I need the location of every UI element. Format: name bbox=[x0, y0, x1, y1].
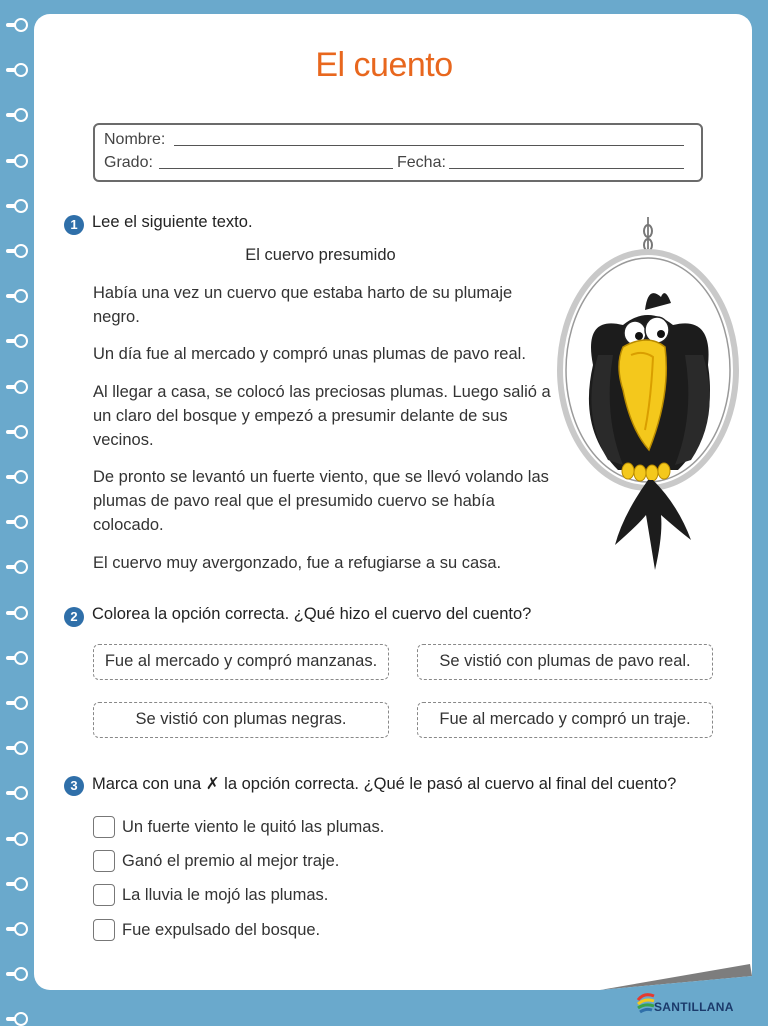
page-curl bbox=[600, 960, 760, 1000]
publisher-logo-icon bbox=[636, 992, 656, 1014]
binding-ring bbox=[6, 606, 28, 620]
crow-illustration bbox=[553, 215, 743, 575]
answer-option[interactable]: Se vistió con plumas de pavo real. bbox=[417, 644, 713, 680]
binding-ring bbox=[6, 470, 28, 484]
story-paragraph: De pronto se levantó un fuerte viento, que se llevó volando las plumas de pavo real que el presumido cuervo se había colocado. bbox=[93, 468, 549, 534]
date-label: Fecha: bbox=[397, 154, 446, 171]
question-3-instruction: Marca con una ✗ la opción correcta. ¿Qué le pasó al cuervo al final del cuento? bbox=[92, 775, 677, 793]
name-field[interactable] bbox=[174, 145, 684, 146]
checkbox[interactable] bbox=[93, 884, 115, 906]
question-1-instruction: Lee el siguiente texto. bbox=[92, 213, 253, 231]
page-title: El cuento bbox=[315, 46, 453, 84]
story-paragraph: El cuervo muy avergonzado, fue a refugiarse a su casa. bbox=[93, 554, 502, 572]
checkbox[interactable] bbox=[93, 919, 115, 941]
name-label: Nombre: bbox=[104, 131, 166, 148]
grade-label: Grado: bbox=[104, 154, 153, 171]
binding-ring bbox=[6, 560, 28, 574]
grade-field[interactable] bbox=[159, 168, 393, 169]
binding-ring bbox=[6, 154, 28, 168]
checkbox-label: Ganó el premio al mejor traje. bbox=[122, 852, 340, 870]
binding-ring bbox=[6, 741, 28, 755]
binding-ring bbox=[6, 289, 28, 303]
student-info-box bbox=[93, 123, 703, 182]
question-2-instruction: Colorea la opción correcta. ¿Qué hizo el cuervo del cuento? bbox=[92, 605, 532, 623]
checkbox-label: Fue expulsado del bosque. bbox=[122, 921, 321, 939]
binding-ring bbox=[6, 922, 28, 936]
answer-option[interactable]: Fue al mercado y compró un traje. bbox=[417, 702, 713, 738]
question-2-number: 2 bbox=[64, 607, 84, 627]
binding-ring bbox=[6, 244, 28, 258]
binding-ring bbox=[6, 380, 28, 394]
answer-option[interactable]: Se vistió con plumas negras. bbox=[93, 702, 389, 738]
binding-ring bbox=[6, 651, 28, 665]
checkbox-label: Un fuerte viento le quitó las plumas. bbox=[122, 818, 385, 836]
x-mark-icon: ✗ bbox=[205, 775, 220, 793]
binding-ring bbox=[6, 334, 28, 348]
binding-ring bbox=[6, 696, 28, 710]
binding-ring bbox=[6, 108, 28, 122]
answer-option[interactable]: Fue al mercado y compró manzanas. bbox=[93, 644, 389, 680]
date-field[interactable] bbox=[449, 168, 684, 169]
question-1-number: 1 bbox=[64, 215, 84, 235]
story-paragraph: Al llegar a casa, se colocó las preciosas plumas. Luego salió a un claro del bosque y empezó a presumir delante de sus vecinos. bbox=[93, 383, 551, 449]
binding-ring bbox=[6, 832, 28, 846]
binding-ring bbox=[6, 425, 28, 439]
binding-ring bbox=[6, 18, 28, 32]
binding-ring bbox=[6, 786, 28, 800]
question-3-number: 3 bbox=[64, 776, 84, 796]
binding-ring bbox=[6, 877, 28, 891]
binding-ring bbox=[6, 199, 28, 213]
checkbox[interactable] bbox=[93, 850, 115, 872]
story-paragraph: Había una vez un cuervo que estaba harto de su plumaje negro. bbox=[93, 284, 513, 326]
binding-ring bbox=[6, 515, 28, 529]
publisher-name: SANTILLANA bbox=[654, 1000, 734, 1014]
binding-ring bbox=[6, 967, 28, 981]
checkbox-label: La lluvia le mojó las plumas. bbox=[122, 886, 329, 904]
checkbox[interactable] bbox=[93, 816, 115, 838]
story-title: El cuervo presumido bbox=[245, 246, 396, 264]
story-paragraph: Un día fue al mercado y compró unas plumas de pavo real. bbox=[93, 345, 526, 363]
